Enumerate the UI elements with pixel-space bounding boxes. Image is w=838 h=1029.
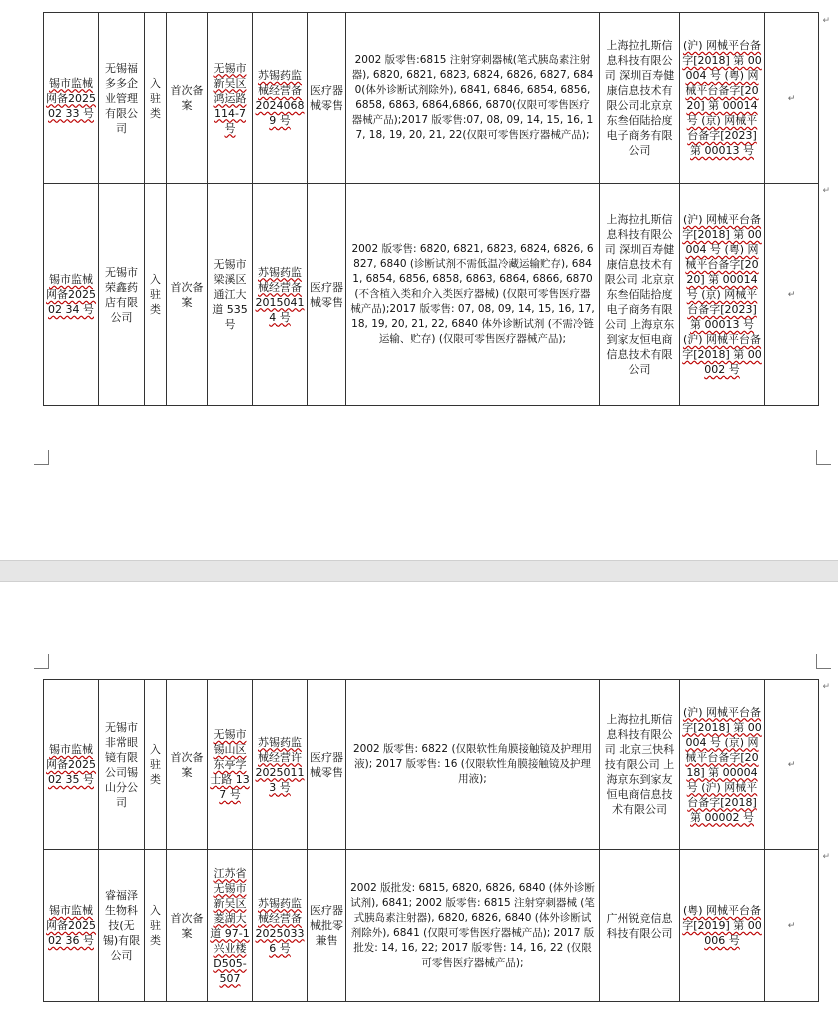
remarks-cell <box>765 13 819 184</box>
page-corner-mark <box>816 654 831 669</box>
remarks-cell <box>765 680 819 850</box>
filing-cell: 首次备案 <box>167 850 208 1002</box>
platform-name-cell: 上海拉扎斯信息科技有限公司 深圳百寿健康信息技术有限公司 北京京东叁佰陆拾度电子商务有限公司 上海京东到家友恒电商信息技术有限公司 <box>600 184 680 406</box>
business-scope-cell: 2002 版零售: 6822 (仅限软性角膜接触镜及护理用液); 2017 版零售: 16 (仅限软性角膜接触镜及护理用液); <box>346 680 600 850</box>
page-corner-mark <box>816 450 831 465</box>
page-corner-mark <box>34 450 49 465</box>
remarks-cell <box>765 184 819 406</box>
address-cell: 无锡市锡山区东亭学士路 137 号 <box>208 680 253 850</box>
row-end-mark-icon: ↵ <box>822 682 830 692</box>
company-cell: 无锡市非常眼镜有限公司锡山分公司 <box>99 680 145 850</box>
company-cell: 无锡市荣鑫药店有限公司 <box>99 184 145 406</box>
category-cell: 医疗器械零售 <box>308 680 346 850</box>
table-row <box>44 184 819 406</box>
license-cell: 苏锡药监械经营备 20240689 号 <box>253 13 308 184</box>
business-scope-cell: 2002 版零售: 6820, 6821, 6823, 6824, 6826, 6827, 6840 (诊断试剂不需低温冷藏运输贮存), 6841, 6854, 6856, 6858, 6863, 6864, 6866, 6870 (不含植入类和介入类医疗器械) (仅限可零售医疗器械产品);2017 版零售: 07, 08, 09, 14, 15, 16, 17, 18, 19, 20, 21, 22, 6840 体外诊断试剂 (不需冷链运输、贮存) (仅限可零售医疗器械产品); <box>346 184 600 406</box>
business-scope-cell: 2002 版批发: 6815, 6820, 6826, 6840 (体外诊断试剂), 6841; 2002 版零售: 6815 注射穿刺器械 (笔式胰岛素注射器), 6820, 6826, 6840 (体外诊断试剂除外), 6841 (仅限可零售医疗器械产品); 2017 版批发: 14, 16, 22; 2017 版零售: 14, 16, 22 (仅限可零售医疗器械产品); <box>346 850 600 1002</box>
platform-name-cell: 上海拉扎斯信息科技有限公司 深圳百寿健康信息技术有限公司北京京东叁佰陆拾度电子商务有限公司 <box>600 13 680 184</box>
paragraph-mark-icon: ↵ <box>787 93 796 104</box>
platform-filing-cell: (沪) 网械平台备字[2018] 第 00004 号 (粤) 网械平台备字[2020] 第 00014 号 (京) 网械平台备字[2023] 第 00013 号 <box>680 13 765 184</box>
license-cell: 苏锡药监械经营许 20250113 号 <box>253 680 308 850</box>
paragraph-mark-icon: ↵ <box>787 760 796 770</box>
address-cell: 江苏省无锡市新吴区菱湖大道 97-1 兴业楼 D505-507 <box>208 850 253 1002</box>
business-scope-cell: 2002 版零售:6815 注射穿刺器械(笔式胰岛素注射器), 6820, 6821, 6823, 6824, 6826, 6827, 6840(体外诊断试剂除外), 6841, 6846, 6854, 6856, 6858, 6863, 6864,6866, 6870(仅限可零售医疗器械产品);2017 版零售:07, 08, 09, 14, 15, 16, 17, 18, 19, 20, 21, 22(仅限可零售医疗器械产品); <box>346 13 600 184</box>
type-cell: 入驻类 <box>145 850 167 1002</box>
type-cell: 入驻类 <box>145 184 167 406</box>
category-cell: 医疗器械零售 <box>308 184 346 406</box>
row-end-mark-icon: ↵ <box>822 16 830 26</box>
filing-cell: 首次备案 <box>167 184 208 406</box>
category-cell: 医疗器械零售 <box>308 13 346 184</box>
registration-number-cell: 锡市监械网备202502 34 号 <box>44 184 99 406</box>
platform-filing-cell: (沪) 网械平台备字[2018] 第 00004 号 (粤) 网械平台备字[2020] 第 00014 号 (京) 网械平台备字[2023] 第 00013 号 (沪) 网械平台备字[2018] 第 00002 号 <box>680 184 765 406</box>
platform-filing-cell: (沪) 网械平台备字[2018] 第 00004 号 (京) 网械平台备字[2018] 第 00004 号 (沪) 网械平台备字[2018] 第 00002 号 <box>680 680 765 850</box>
address-cell: 无锡市新吴区鸿运路 114-7 号 <box>208 13 253 184</box>
table-row <box>44 850 819 1002</box>
registration-number-cell: 锡市监械网备202502 36 号 <box>44 850 99 1002</box>
filing-cell: 首次备案 <box>167 680 208 850</box>
address-cell: 无锡市梁溪区通江大道 535 号 <box>208 184 253 406</box>
paragraph-mark-icon: ↵ <box>787 921 796 931</box>
page-gap <box>0 560 838 582</box>
table-row <box>44 680 819 850</box>
registration-table-page-1 <box>43 12 819 406</box>
company-cell: 无锡福多多企业管理有限公司 <box>99 13 145 184</box>
registration-table-page-2 <box>43 679 819 1002</box>
license-cell: 苏锡药监械经营备 20150414 号 <box>253 184 308 406</box>
document-page-2 <box>0 582 838 1029</box>
table-row <box>44 13 819 184</box>
platform-name-cell: 广州锐竞信息科技有限公司 <box>600 850 680 1002</box>
type-cell: 入驻类 <box>145 680 167 850</box>
row-end-mark-icon: ↵ <box>822 852 830 862</box>
registration-number-cell: 锡市监械网备202502 33 号 <box>44 13 99 184</box>
platform-filing-cell: (粤) 网械平台备字[2019] 第 00006 号 <box>680 850 765 1002</box>
platform-name-cell: 上海拉扎斯信息科技有限公司 北京三快科技有限公司 上海京东到家友恒电商信息技术有限公司 <box>600 680 680 850</box>
company-cell: 睿福泽生物科技(无锡)有限公司 <box>99 850 145 1002</box>
type-cell: 入驻类 <box>145 13 167 184</box>
registration-number-cell: 锡市监械网备202502 35 号 <box>44 680 99 850</box>
page-corner-mark <box>34 654 49 669</box>
row-end-mark-icon: ↵ <box>822 186 830 196</box>
category-cell: 医疗器械批零兼售 <box>308 850 346 1002</box>
filing-cell: 首次备案 <box>167 13 208 184</box>
remarks-cell <box>765 850 819 1002</box>
paragraph-mark-icon: ↵ <box>787 290 796 300</box>
license-cell: 苏锡药监械经营备 20250336 号 <box>253 850 308 1002</box>
